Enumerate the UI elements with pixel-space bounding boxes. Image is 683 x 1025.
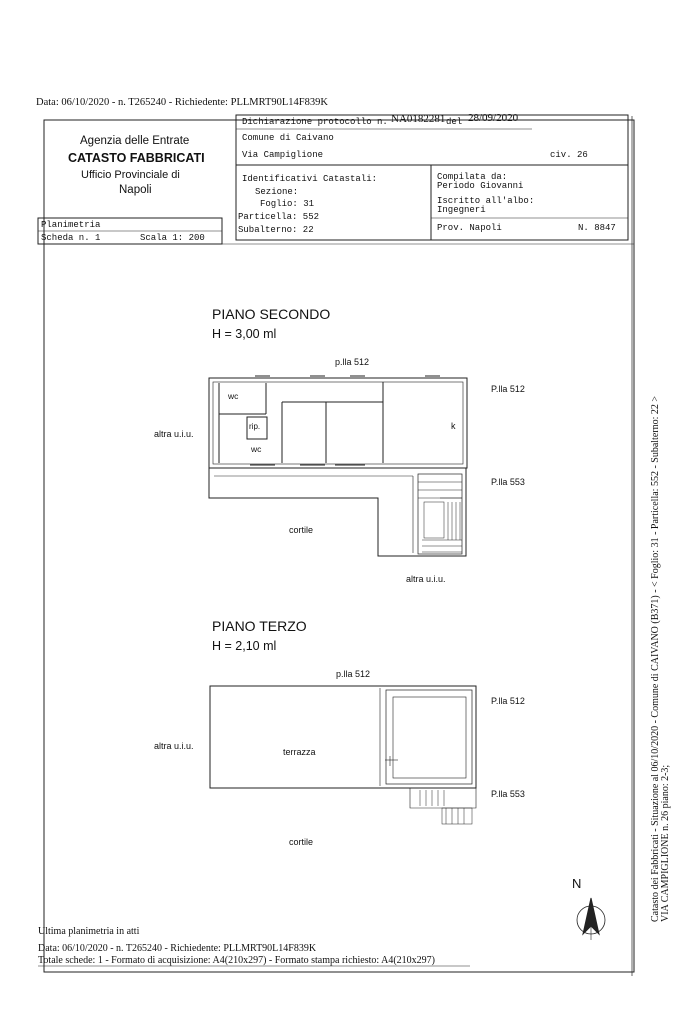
floor3-plla512-right: P.lla 512 bbox=[491, 696, 525, 706]
via: Via Campiglione bbox=[242, 150, 324, 160]
side-text-line1: Catasto dei Fabbricati - Situazione al 06/10/2020 - Comune di CAIVANO (B371) - < Foglio: 31 - Particella: 552 - Subalterno: 22 > bbox=[650, 395, 661, 922]
footer-ultima: Ultima planimetria in atti bbox=[38, 926, 140, 937]
identificativi-sezione: Sezione: bbox=[255, 187, 299, 197]
outer-frame bbox=[44, 120, 634, 972]
comune: Comune di Caivano bbox=[242, 133, 334, 143]
civ: civ. 26 bbox=[550, 150, 588, 160]
planimetria-label: Planimetria bbox=[41, 220, 101, 230]
floor3-height: H = 2,10 ml bbox=[212, 639, 277, 653]
floor2-plan bbox=[209, 376, 467, 556]
footer-totale: Totale schede: 1 - Formato di acquisizione: A4(210x297) - Formato stampa richiesto: A4(210x297) bbox=[38, 955, 435, 966]
compilata-albo: Ingegneri bbox=[437, 205, 486, 215]
side-text-line2: VIA CAMPIGLIONE n. 26 piano: 2-3; bbox=[660, 764, 671, 922]
declaration-label: Dichiarazione protocollo n. bbox=[242, 117, 388, 127]
compass-icon bbox=[577, 898, 605, 940]
floor3-plan bbox=[210, 686, 476, 824]
compilata-num: N. 8847 bbox=[578, 223, 616, 233]
floor2-wc2: wc bbox=[251, 444, 262, 454]
agency-line2: CATASTO FABBRICATI bbox=[68, 151, 205, 165]
floor2-altra-bottom: altra u.i.u. bbox=[406, 574, 446, 584]
floor3-plla553: P.lla 553 bbox=[491, 789, 525, 799]
floor3-altra-left: altra u.i.u. bbox=[154, 741, 194, 751]
floor2-plla553: P.lla 553 bbox=[491, 477, 525, 487]
floor3-terrazza: terrazza bbox=[283, 747, 316, 757]
compilata-iscritto: Iscritto all'albo: bbox=[437, 196, 535, 206]
identificativi-particella: Particella: 552 bbox=[238, 212, 320, 222]
agency-line1: Agenzia delle Entrate bbox=[80, 135, 190, 147]
floor2-height: H = 3,00 ml bbox=[212, 327, 277, 341]
north-label: N bbox=[572, 876, 582, 891]
floor3-plla512-top: p.lla 512 bbox=[336, 669, 371, 679]
footer-data: Data: 06/10/2020 - n. T265240 - Richiedente: PLLMRT90L14F839K bbox=[38, 943, 317, 954]
declaration-date: 28/09/2020 bbox=[468, 112, 519, 124]
agency-line4: Napoli bbox=[119, 184, 152, 196]
floor3-cortile: cortile bbox=[289, 837, 314, 847]
top-stamp: Data: 06/10/2020 - n. T265240 - Richiedente: PLLMRT90L14F839K bbox=[36, 97, 328, 108]
floor2-wc1: wc bbox=[228, 391, 239, 401]
floor2-cortile: cortile bbox=[289, 525, 314, 535]
agency-line3: Ufficio Provinciale di bbox=[81, 169, 180, 181]
identificativi-title: Identificativi Catastali: bbox=[242, 174, 378, 184]
compilata-prov: Prov. Napoli bbox=[437, 223, 502, 233]
floor2-plla512-top: p.lla 512 bbox=[335, 357, 370, 367]
floor2-k: k bbox=[451, 421, 456, 431]
declaration-del: del bbox=[446, 117, 463, 127]
scheda-label: Scheda n. 1 bbox=[41, 233, 101, 243]
floor2-rip: rip. bbox=[249, 422, 261, 431]
compilata-label: Compilata da: bbox=[437, 172, 508, 182]
floor2-altra-left: altra u.i.u. bbox=[154, 429, 194, 439]
identificativi-foglio: Foglio: 31 bbox=[260, 199, 315, 209]
floor2-title: PIANO SECONDO bbox=[212, 306, 331, 322]
identificativi-subalterno: Subalterno: 22 bbox=[238, 225, 314, 235]
floor2-plla512-right: P.lla 512 bbox=[491, 384, 525, 394]
floor3-title: PIANO TERZO bbox=[212, 618, 307, 634]
scala-label: Scala 1: 200 bbox=[140, 233, 205, 243]
declaration-number: NA0182281 bbox=[391, 113, 446, 125]
compilata-name: Periodo Giovanni bbox=[437, 181, 524, 191]
